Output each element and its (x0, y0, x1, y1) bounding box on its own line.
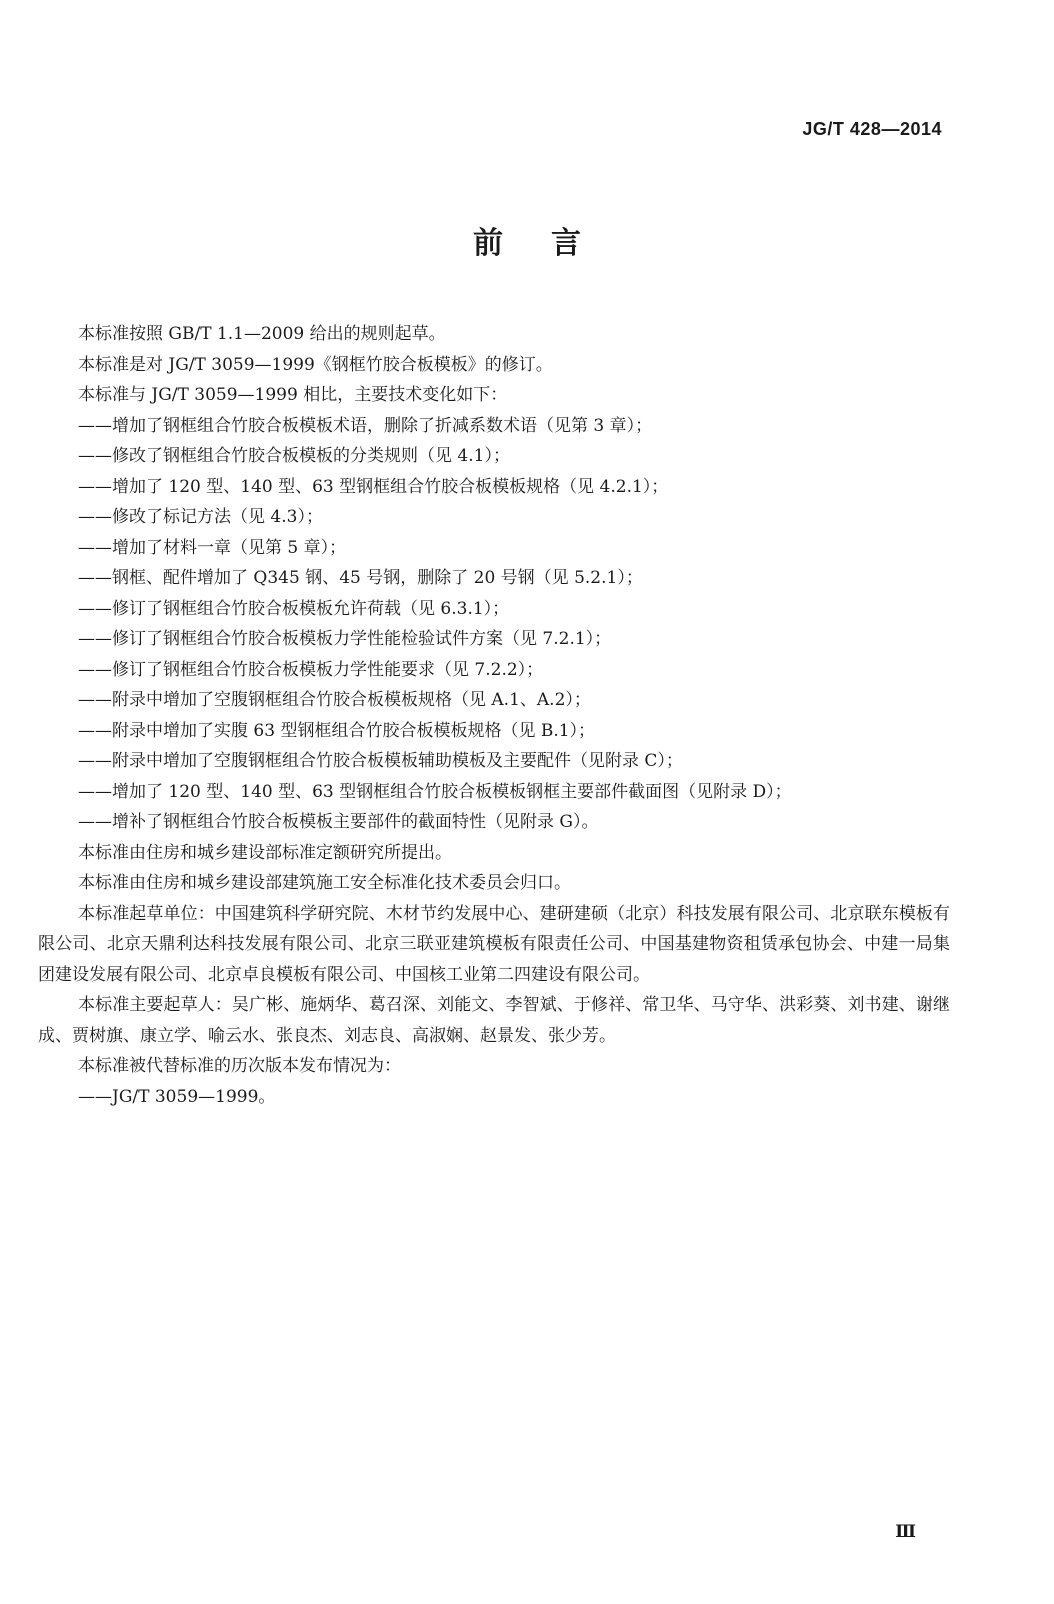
paragraph: 本标准与 JG/T 3059—1999 相比，主要技术变化如下： (78, 385, 508, 405)
drafters-paragraph: 本标准主要起草人：吴广彬、施炳华、葛召深、刘能文、李智斌、于修祥、常卫华、马守华、洪彩葵、刘书建、谢继成、贾树旗、康立学、喻云水、张良杰、刘志良、高淑娴、赵景发、张少芳。 (38, 995, 950, 1046)
drafting-units-paragraph: 本标准起草单位：中国建筑科学研究院、木材节约发展中心、建研建硕（北京）科技发展有限公司、北京联东模板有限公司、北京天鼎利达科技发展有限公司、北京三联亚建筑模板有限责任公司、中国基建物资租赁承包协会、中建一局集团建设发展有限公司、北京卓良模板有限公司、中国核工业第二四建设有限公司。 (38, 903, 950, 985)
document-body (38, 319, 950, 1112)
page-title: 前言 (473, 226, 629, 261)
list-item: ——增加了 120 型、140 型、63 型钢框组合竹胶合板模板钢框主要部件截面图（见附录 D）； (78, 781, 792, 802)
standard-code: JG/T 428—2014 (802, 119, 942, 139)
paragraph: 本标准被代替标准的历次版本发布情况为： (78, 1056, 401, 1076)
paragraph: 本标准由住房和城乡建设部建筑施工安全标准化技术委员会归口。 (78, 873, 571, 893)
paragraph: 本标准是对 JG/T 3059—1999《钢框竹胶合板模板》的修订。 (78, 354, 553, 375)
paragraph: 本标准按照 GB/T 1.1—2009 给出的规则起草。 (78, 324, 446, 344)
list-item: ——增加了钢框组合竹胶合板模板术语，删除了折减系数术语（见第 3 章）； (78, 415, 653, 436)
list-item: ——增加了材料一章（见第 5 章）； (78, 537, 347, 558)
list-item: ——增补了钢框组合竹胶合板模板主要部件的截面特性（见附录 G）。 (78, 812, 599, 832)
list-item: ——附录中增加了空腹钢框组合竹胶合板模板辅助模板及主要配件（见附录 C）； (78, 751, 683, 771)
list-item: ——修改了标记方法（见 4.3）； (78, 507, 323, 527)
list-item: ——JG/T 3059—1999。 (78, 1086, 276, 1107)
list-item: ——附录中增加了实腹 63 型钢框组合竹胶合板模板规格（见 B.1）； (78, 720, 596, 741)
list-item: ——钢框、配件增加了 Q345 钢、45 号钢，删除了 20 号钢（见 5.2.1）； (78, 568, 643, 588)
list-item: ——附录中增加了空腹钢框组合竹胶合板模板规格（见 A.1、A.2）； (78, 690, 591, 710)
page-number: Ⅲ (895, 1522, 916, 1542)
paragraph: 本标准由住房和城乡建设部标准定额研究所提出。 (78, 842, 452, 863)
list-item: ——增加了 120 型、140 型、63 型钢框组合竹胶合板模板规格（见 4.2.1）； (78, 476, 669, 497)
list-item: ——修订了钢框组合竹胶合板模板允许荷载（见 6.3.1）； (78, 598, 510, 619)
list-item: ——修改了钢框组合竹胶合板模板的分类规则（见 4.1）； (78, 446, 510, 466)
list-item: ——修订了钢框组合竹胶合板模板力学性能检验试件方案（见 7.2.1）； (78, 629, 612, 649)
list-item: ——修订了钢框组合竹胶合板模板力学性能要求（见 7.2.2）； (78, 659, 544, 680)
